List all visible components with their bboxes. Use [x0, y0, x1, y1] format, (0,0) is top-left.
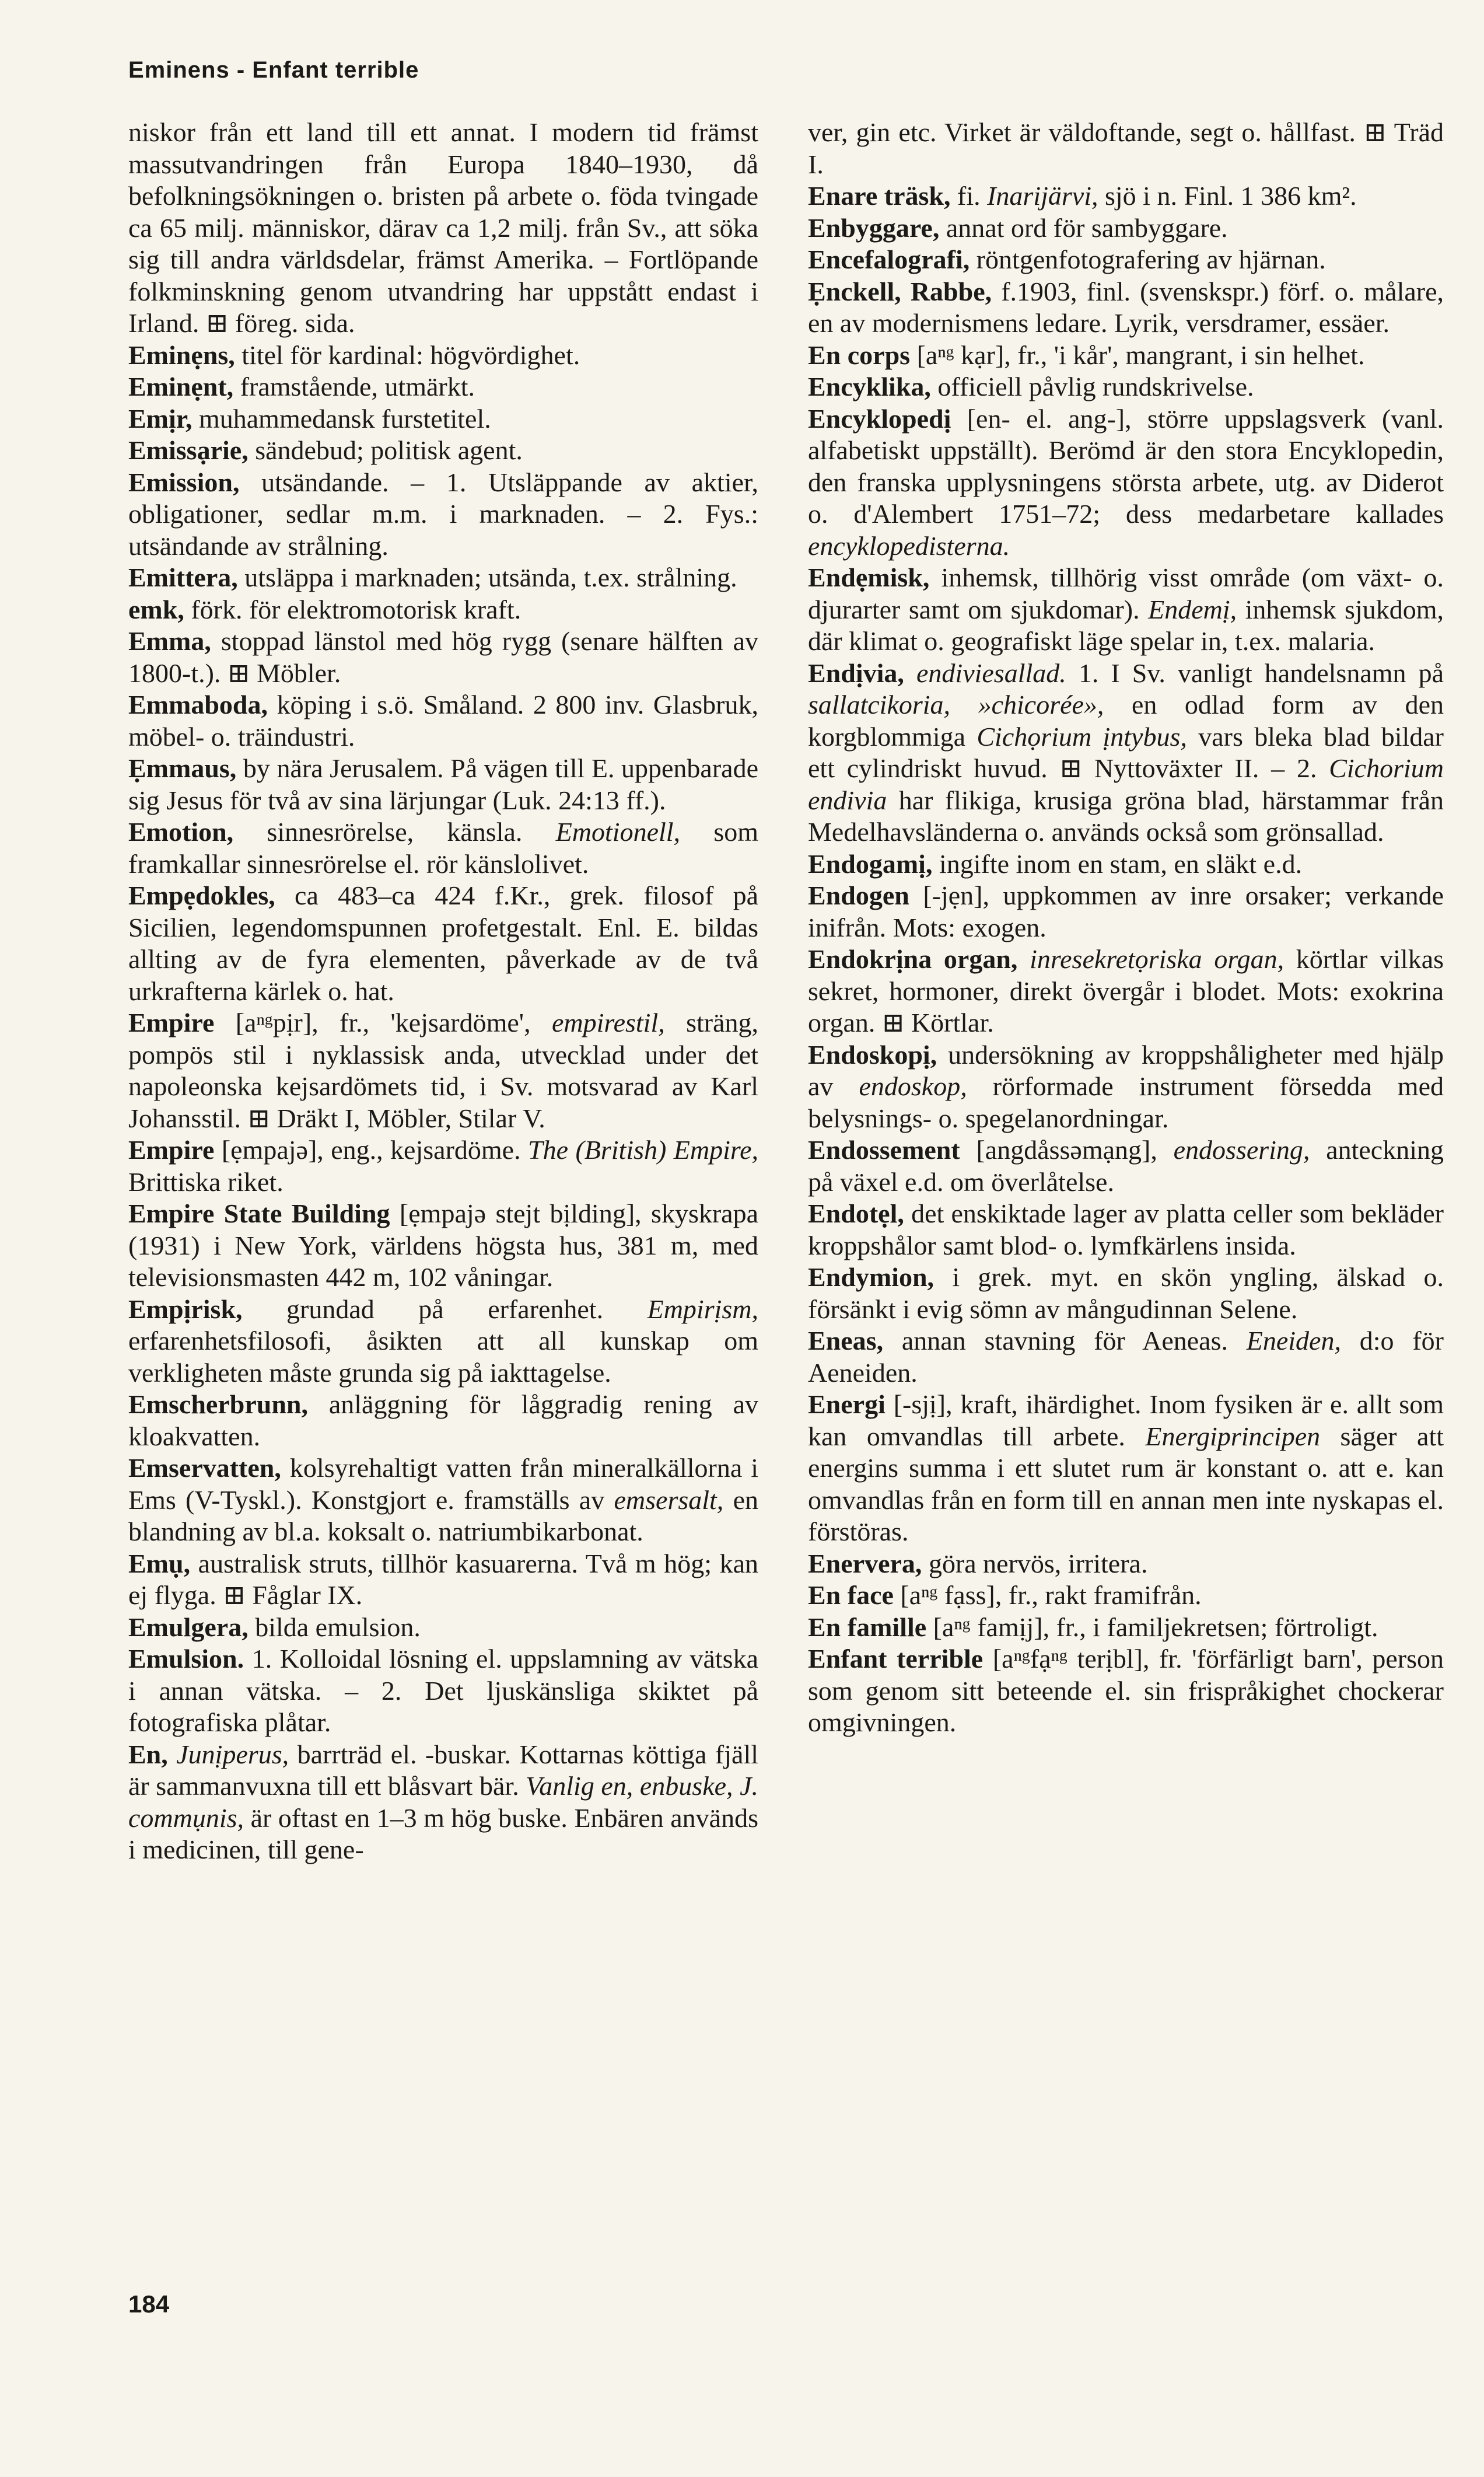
entry-text: förk. för elektromotorisk kraft. — [184, 594, 522, 624]
entry-italic-text: endossering, — [1173, 1135, 1310, 1165]
entry-text: utsläppa i marknaden; utsända, t.ex. strålning. — [237, 563, 737, 592]
entry-text: framstående, utmärkt. — [233, 372, 475, 401]
dictionary-entry — [808, 180, 1444, 212]
entry-text: en odlad form av den korgblommiga — [808, 690, 1444, 752]
dictionary-entry — [128, 117, 758, 340]
entry-text: 1. Kolloidal lösning el. uppslamning av vätska i annan vätska. – 2. Det ljuskänsliga skiktet på fotografiska plåtar. — [128, 1644, 758, 1737]
entry-italic-text: empirestil, — [551, 1008, 665, 1037]
entry-headword: En face — [808, 1580, 894, 1610]
entry-text: erfarenhetsfilosofi, åsikten att all kunskap om verkligheten måste grunda sig på iakttagelse. — [128, 1326, 758, 1388]
entry-text: d:o för Aeneiden. — [808, 1326, 1444, 1388]
entry-headword: Empẹdokles, — [128, 881, 275, 910]
entry-headword: Emulgera, — [128, 1612, 249, 1642]
entry-headword: Empire — [128, 1135, 215, 1165]
entry-headword: En famille — [808, 1612, 927, 1642]
entry-headword: Enare träsk, — [808, 181, 951, 211]
entry-text: anteckning på växel e.d. om överlåtelse. — [808, 1135, 1444, 1197]
dictionary-entry — [808, 1198, 1444, 1262]
entry-headword: Eneas, — [808, 1326, 884, 1355]
entry-text: [aⁿᵍpịr], fr., 'kejsardöme', — [214, 1008, 552, 1037]
entry-headword: Empire — [128, 1008, 215, 1037]
entry-headword: Emission, — [128, 467, 240, 497]
dictionary-entry — [128, 1007, 758, 1134]
dictionary-entry — [808, 371, 1444, 403]
dictionary-entry — [128, 1389, 758, 1452]
entry-text: det enskiktade lager av platta celler som bekläder kroppshålor samt blod- o. lymfkärlens insida. — [808, 1199, 1444, 1260]
entry-headword: Emscherbrunn, — [128, 1389, 308, 1419]
entry-headword: Endẹmisk, — [808, 563, 930, 592]
dictionary-entry — [128, 1612, 758, 1644]
entry-text: [aⁿᵍfạⁿᵍ terịbl], fr. 'förfärligt barn', person som genom sitt beteende el. sin frispråkighet chockerar omgivningen. — [808, 1644, 1444, 1737]
entry-text: f.1903, finl. (svenskspr.) förf. o. målare, en av modernismens ledare. Lyrik, versdramer, essäer. — [808, 276, 1444, 338]
dictionary-entry — [128, 1452, 758, 1548]
entry-text: rörformade instrument försedda med belysnings- o. spegelanordningar. — [808, 1071, 1444, 1133]
entry-text: ingifte inom en stam, en släkt e.d. — [932, 848, 1303, 879]
dictionary-entry — [808, 1039, 1444, 1135]
entry-headword: Endogen — [808, 881, 909, 910]
entry-text: vars bleka blad bildar ett cylindriskt huvud. ⊞ Nyttoväxter II. – 2. — [808, 721, 1444, 783]
dictionary-entry — [808, 880, 1444, 944]
dictionary-entry — [128, 1739, 758, 1866]
entry-italic-text: Emotionell, — [555, 817, 681, 847]
entry-italic-text: Vanlig en, enbuske, J. commụnis, — [128, 1771, 759, 1833]
entry-italic-text: Junịperus, — [176, 1739, 289, 1769]
entry-headword: Ẹmmaus, — [128, 753, 237, 783]
entry-italic-text: Cichorium endivia — [808, 753, 1444, 815]
entry-headword: Emmaboda, — [128, 690, 268, 719]
entry-headword: Emụ, — [128, 1548, 191, 1578]
dictionary-entry — [128, 340, 758, 372]
entry-headword: emk, — [128, 594, 184, 624]
entry-headword: Enervera, — [808, 1548, 922, 1578]
entry-headword: Ẹnckell, Rabbe, — [808, 276, 992, 306]
entry-text: sändebud; politisk agent. — [248, 435, 523, 465]
dictionary-entry — [128, 816, 758, 880]
dictionary-entry — [808, 944, 1444, 1039]
entry-italic-text: Eneiden, — [1246, 1326, 1341, 1355]
entry-text: by nära Jerusalem. På vägen till E. uppenbarade sig Jesus för två av sina lärjungar (Luk. 24:13 ff.). — [128, 753, 758, 815]
dictionary-entry — [808, 848, 1444, 881]
entry-italic-text: The (British) Empire, — [528, 1135, 758, 1165]
entry-text: göra nervös, irritera. — [922, 1548, 1148, 1578]
right-column — [808, 117, 1444, 1739]
entry-text: sjö i n. Finl. 1 386 km². — [1098, 181, 1357, 211]
entry-italic-text: endiviesallad. — [916, 658, 1066, 688]
entry-text: utsändande. – 1. Utsläppande av aktier, obligationer, sedlar m.m. i marknaden. – 2. Fys.: utsändande av strålning. — [128, 467, 758, 561]
entry-text: australisk struts, tillhör kasuarerna. Två m hög; kan ej flyga. ⊞ Fåglar IX. — [128, 1548, 758, 1610]
left-column — [128, 117, 758, 1866]
entry-headword: Encyklopedị — [808, 403, 951, 434]
entry-text: Brittiska riket. — [128, 1166, 284, 1197]
entry-text: är oftast en 1–3 m hög buske. Enbären används i medicinen, till gene- — [128, 1802, 758, 1864]
entry-text — [1017, 944, 1030, 974]
entry-text: niskor från ett land till ett annat. I modern tid främst massutvandringen från Europa 1840–1930, då befolkningsökningen o. bristen på arbete o. föda tvingade ca 65 milj. människor, därav ca 1,2 milj. från Sv., att söka sig till andra världsdelar, främst Amerika. – Fortlöpande folkminskning genom utvandring har uppstått endast i Irland. ⊞ föreg. sida. — [128, 117, 758, 338]
entry-text: [angdåssəmạng], — [960, 1135, 1174, 1165]
entry-text: [aⁿᵍ fạss], fr., rakt framifrån. — [893, 1580, 1202, 1610]
page-number: 184 — [128, 2290, 170, 2318]
entry-text: ver, gin etc. Virket är väldoftande, segt o. hållfast. ⊞ Träd I. — [808, 117, 1444, 179]
entry-italic-text: endoskop, — [859, 1071, 967, 1101]
dictionary-entry — [808, 1325, 1444, 1389]
dictionary-entry — [808, 403, 1444, 563]
dictionary-entry — [808, 1389, 1444, 1548]
entry-text: fi. — [950, 181, 988, 211]
entry-headword: Energi — [808, 1389, 886, 1419]
entry-headword: Endossement — [808, 1135, 960, 1165]
dictionary-entry — [128, 1134, 758, 1198]
dictionary-entry — [128, 467, 758, 563]
dictionary-entry — [808, 658, 1444, 848]
entry-text: bilda emulsion. — [248, 1612, 421, 1642]
entry-text: stoppad länstol med hög rygg (senare hälften av 1800-t.). ⊞ Möbler. — [128, 626, 758, 688]
dictionary-entry — [808, 1580, 1444, 1612]
dictionary-entry — [808, 276, 1444, 340]
dictionary-entry — [808, 1643, 1444, 1739]
entry-headword: Emma, — [128, 626, 211, 656]
entry-headword: Empịrisk, — [128, 1294, 243, 1324]
entry-headword: Encefalografi, — [808, 244, 970, 274]
entry-text: röntgenfotografering av hjärnan. — [970, 244, 1326, 274]
entry-text: sträng, pompös stil i nyklassisk anda, utvecklad under det napoleonska kejsardömets tid, i Sv. motsvarad av Karl Johansstil. ⊞ Dräkt I, Möbler, Stilar V. — [128, 1008, 758, 1133]
entry-headword: Endymion, — [808, 1262, 935, 1292]
entry-text — [904, 658, 916, 688]
entry-text: [ẹmpajə stejt bịlding], skyskrapa (1931) i New York, världens högsta hus, 381 m, med televisionsmasten 442 m, 102 våningar. — [128, 1199, 758, 1292]
dictionary-entry — [808, 1134, 1444, 1198]
entry-headword: Enfant terrible — [808, 1644, 984, 1674]
entry-headword: Emservatten, — [128, 1453, 281, 1483]
entry-text: sinnesrörelse, känsla. — [233, 817, 556, 847]
entry-italic-text: Empirịsm, — [647, 1294, 758, 1324]
dictionary-entry — [808, 212, 1444, 244]
entry-text: köping i s.ö. Småland. 2 800 inv. Glasbruk, möbel- o. träindustri. — [128, 690, 758, 752]
dictionary-entry — [128, 1548, 758, 1612]
dictionary-entry — [808, 562, 1444, 658]
dictionary-entry — [128, 594, 758, 626]
running-head: Eminens - Enfant terrible — [128, 57, 419, 83]
entry-text: ca 483–ca 424 f.Kr., grek. filosof på Sicilien, legendomspunnen profetgestalt. Enl. E. bildas allting av de fyra elementen, påverkade av de två urkrafterna kärlek o. hat. — [128, 881, 758, 1006]
entry-text: säger att energins summa i ett slutet rum är konstant o. att e. kan omvandlas från en form till en annan men inte nyskapas el. förstöras. — [808, 1421, 1444, 1546]
entry-text: inhemsk, tillhörig visst område (om växt- o. djurarter samt om sjukdomar). — [808, 563, 1444, 624]
dictionary-entry — [808, 244, 1444, 276]
dictionary-entry — [808, 1548, 1444, 1580]
dictionary-entry — [128, 435, 758, 467]
entry-text: muhammedansk furstetitel. — [192, 403, 491, 434]
dictionary-entry — [128, 626, 758, 689]
entry-headword: Enbyggare, — [808, 212, 940, 243]
dictionary-entry — [128, 753, 758, 816]
dictionary-entry — [128, 1643, 758, 1739]
entry-headword: Emulsion. — [128, 1644, 244, 1674]
entry-text: grundad på erfarenhet. — [242, 1294, 648, 1324]
entry-headword: Eminẹns, — [128, 340, 235, 370]
entry-text: undersökning av kroppshåligheter med hjälp av — [808, 1039, 1444, 1101]
entry-italic-text: encyklopedisterna. — [808, 530, 1010, 561]
entry-headword: Emittera, — [128, 563, 238, 592]
entry-headword: Endoskopị, — [808, 1039, 937, 1070]
entry-headword: En, — [128, 1739, 168, 1769]
entry-italic-text: sallatcikoria, »chicorée», — [808, 690, 1104, 719]
entry-headword: En corps — [808, 340, 911, 370]
entry-headword: Emịr, — [128, 403, 192, 434]
entry-italic-text: emsersalt, — [614, 1484, 724, 1515]
dictionary-entry — [128, 371, 758, 403]
entry-italic-text: Inarijärvi, — [987, 181, 1098, 211]
entry-text: [aⁿᵍ famịj], fr., i familjekretsen; förtroligt. — [926, 1612, 1378, 1642]
dictionary-entry — [808, 117, 1444, 180]
entry-headword: Eminẹnt, — [128, 372, 234, 401]
entry-text: officiell påvlig rundskrivelse. — [930, 372, 1254, 401]
entry-text: [-sjị], kraft, ihärdighet. Inom fysiken är e. allt som kan omvandlas till arbete. — [808, 1389, 1444, 1451]
entry-headword: Endokrịna organ, — [808, 944, 1018, 974]
entry-text: annan stavning för Aeneas. — [883, 1326, 1247, 1355]
entry-text: 1. I Sv. vanligt handelsnamn på — [1066, 658, 1444, 688]
dictionary-entry — [128, 562, 758, 594]
entry-text: [en- el. ang-], större uppslagsverk (vanl. alfabetiskt uppställt). Berömd är den stora Encyklopedin, den franska upplysningens största arbete, utg. av Diderot o. d'Alembert 1751–72; dess medarbetare kallades — [808, 403, 1444, 529]
dictionary-entry — [128, 1294, 758, 1389]
dictionary-entry — [808, 1262, 1444, 1325]
dictionary-entry — [128, 1198, 758, 1294]
entry-text: som framkallar sinnesrörelse el. rör känslolivet. — [128, 817, 759, 879]
entry-headword: Emissạrie, — [128, 435, 249, 465]
dictionary-entry — [128, 403, 758, 435]
entry-text: annat ord för sambyggare. — [939, 212, 1228, 243]
entry-italic-text: Energiprincipen — [1145, 1421, 1321, 1451]
entry-headword: Endotẹl, — [808, 1199, 904, 1228]
entry-text: anläggning för låggradig rening av kloakvatten. — [128, 1389, 758, 1451]
entry-text: kolsyrehaltigt vatten från mineralkällorna i Ems (V-Tyskl.). Konstgjort e. framställs av — [128, 1453, 758, 1515]
entry-italic-text: inresekretọriska organ, — [1030, 944, 1284, 974]
entry-text: [-jẹn], uppkommen av inre orsaker; verkande inifrån. Mots: exogen. — [808, 881, 1444, 942]
entry-text: [aⁿᵍ kạr], fr., 'i kår', mangrant, i sin helhet. — [910, 340, 1365, 370]
entry-text: i grek. myt. en skön yngling, älskad o. försänkt i evig sömn av mångudinnan Selene. — [808, 1262, 1444, 1324]
entry-text: en blandning av bl.a. koksalt o. natriumbikarbonat. — [128, 1484, 759, 1546]
entry-headword: Endogamị, — [808, 848, 933, 879]
entry-text: inhemsk sjukdom, där klimat o. geografiskt läge spelar in, t.ex. malaria. — [808, 594, 1444, 656]
entry-text: titel för kardinal: högvördighet. — [235, 340, 580, 370]
entry-text: körtlar vilkas sekret, hormoner, direkt övergår i blodet. Mots: exokrina organ. ⊞ Körtlar. — [808, 944, 1444, 1037]
entry-italic-text: Cichọrium ịntybus, — [977, 721, 1187, 752]
dictionary-entry — [128, 880, 758, 1007]
dictionary-entry — [128, 689, 758, 753]
entry-headword: Endịvia, — [808, 658, 904, 688]
entry-text: har flikiga, krusiga gröna blad, härstammar från Medelhavsländerna o. används också som grönsallad. — [808, 785, 1444, 847]
entry-headword: Emotion, — [128, 817, 234, 847]
entry-text: barrträd el. -buskar. Kottarnas köttiga fjäll är sammanvuxna till ett blåsvart bär. — [128, 1739, 758, 1801]
entry-headword: Encyklika, — [808, 372, 931, 401]
dictionary-entry — [808, 1612, 1444, 1644]
entry-italic-text: Endemị, — [1148, 594, 1237, 624]
entry-text: [ẹmpajə], eng., kejsardöme. — [214, 1135, 528, 1165]
entry-text — [168, 1739, 177, 1769]
dictionary-entry — [808, 340, 1444, 372]
entry-headword: Empire State Building — [128, 1199, 390, 1228]
